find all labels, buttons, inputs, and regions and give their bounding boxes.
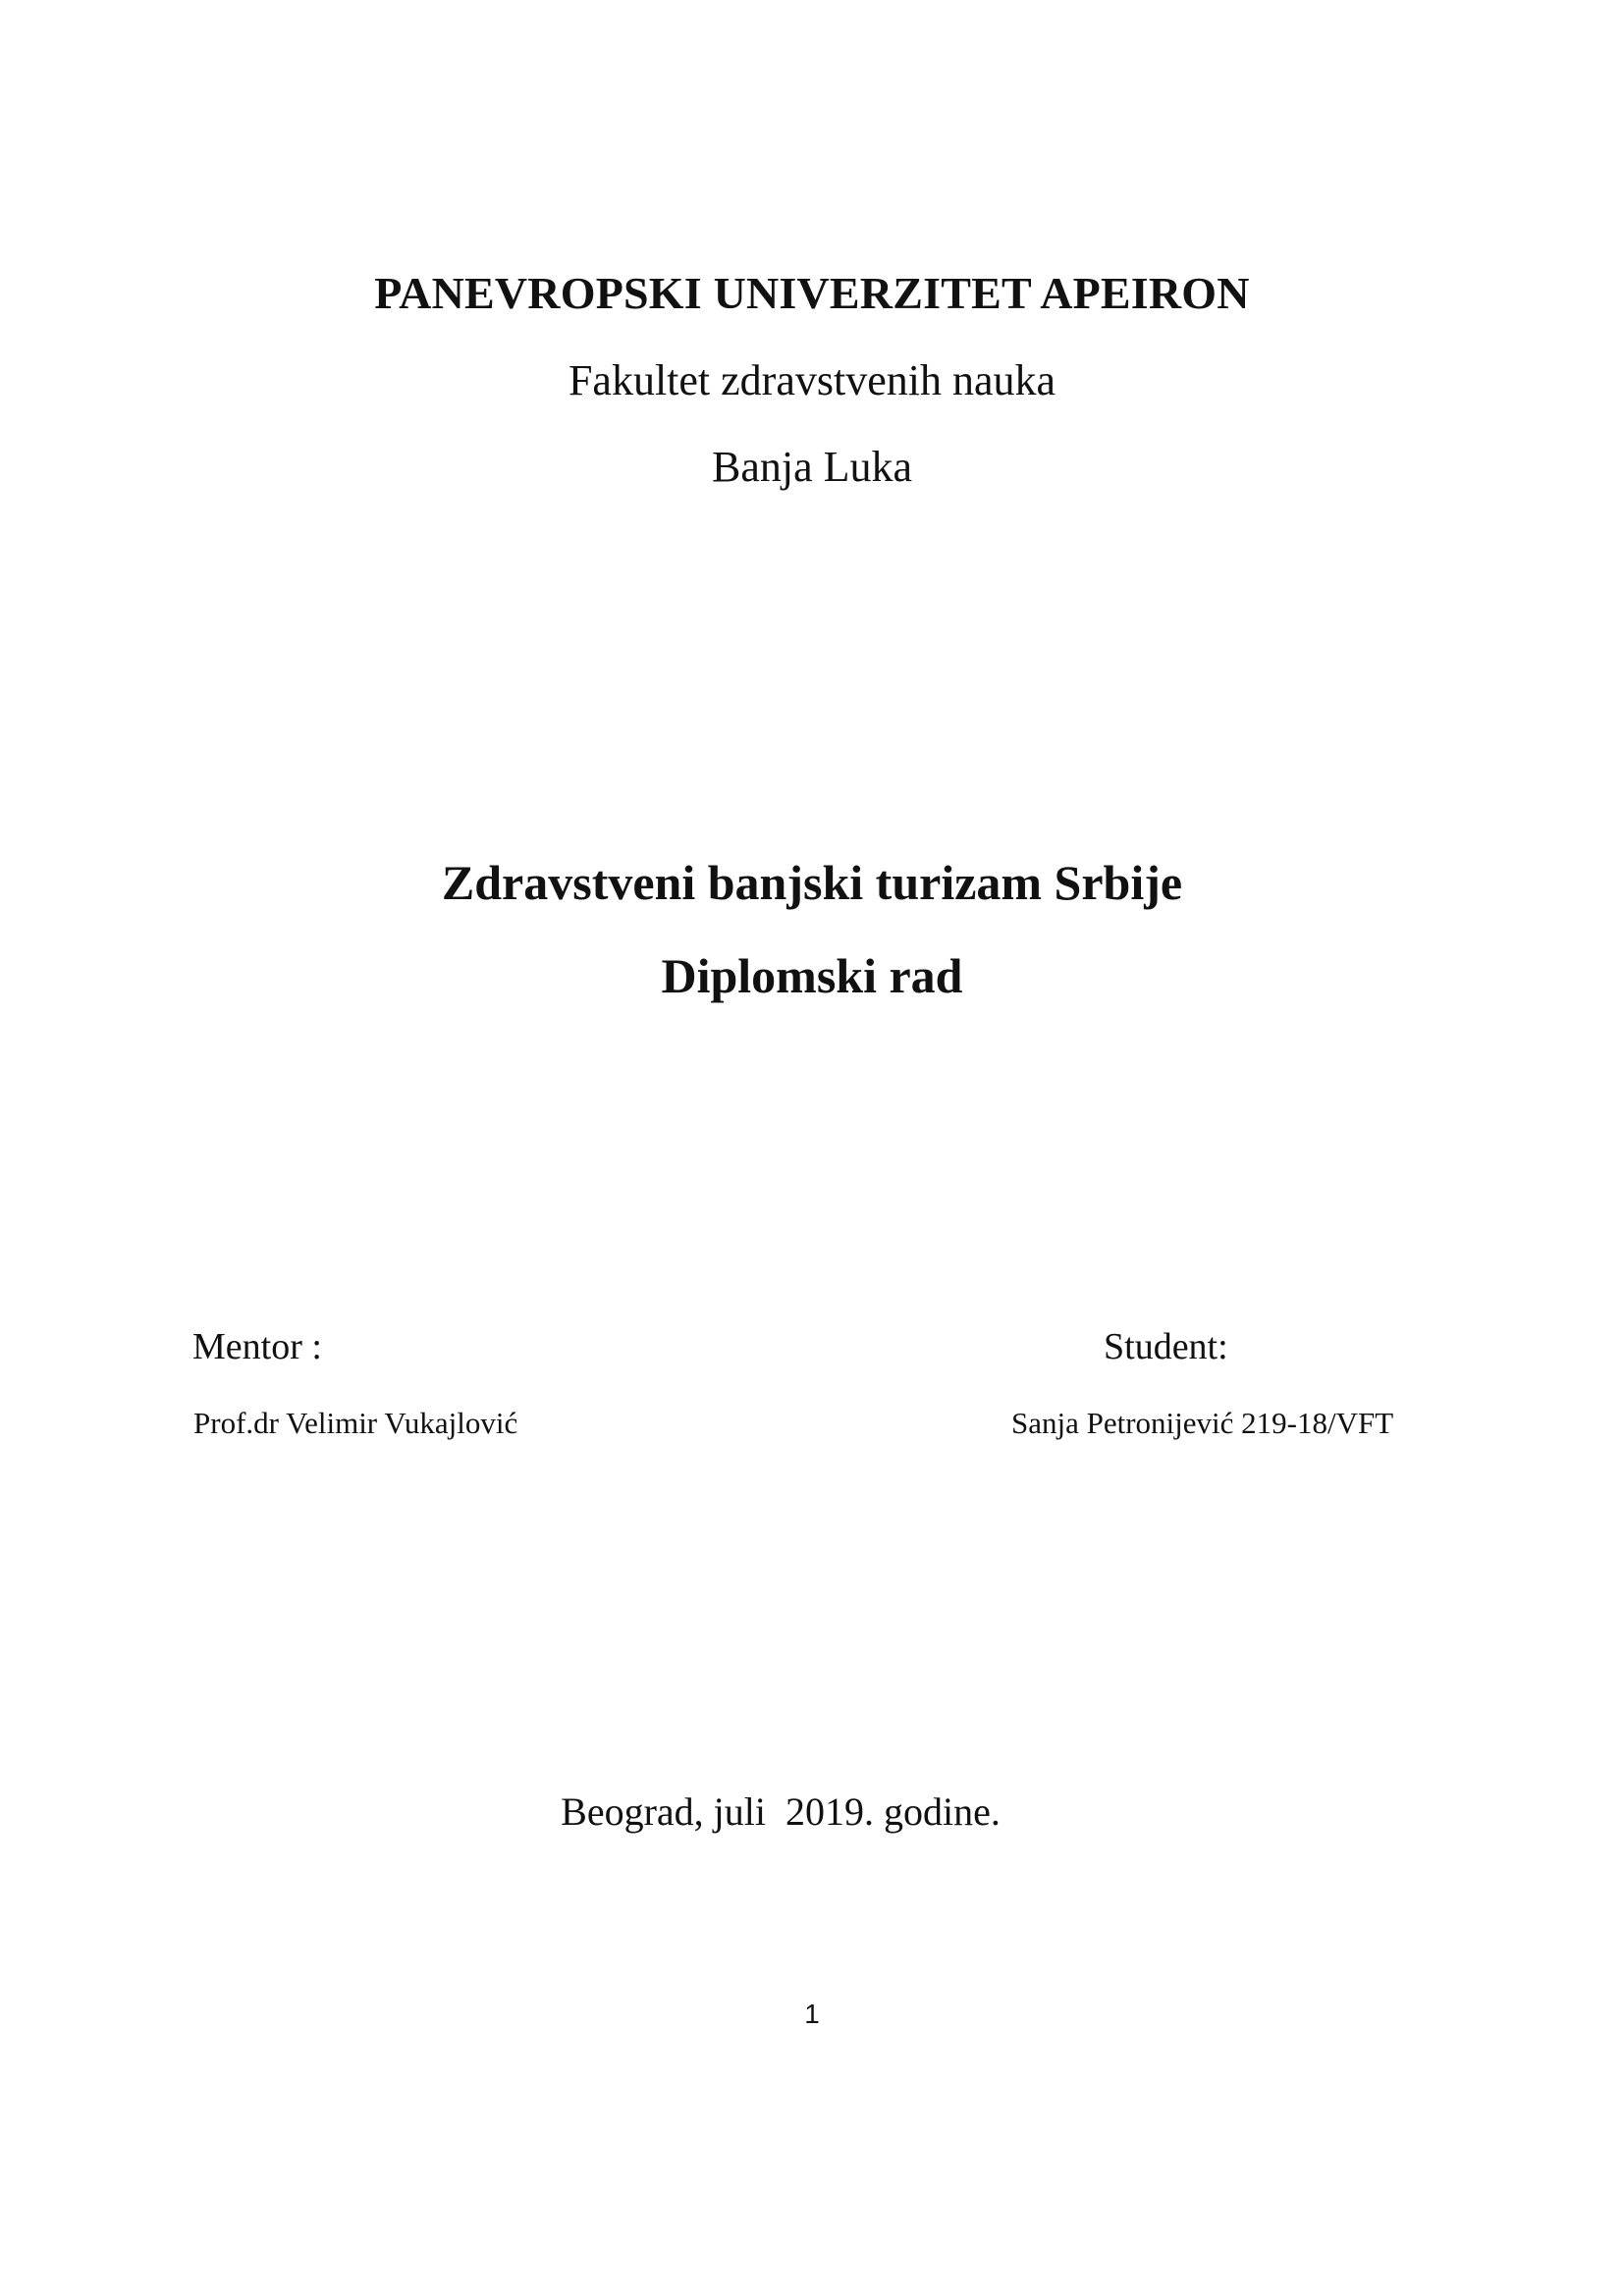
student-name: Sanja Petronijević 219-18/VFT (1011, 1406, 1394, 1440)
city-name: Banja Luka (711, 443, 913, 491)
mentor-label: Mentor : (192, 1326, 322, 1367)
university-name: PANEVROPSKI UNIVERZITET APEIRON (374, 268, 1250, 318)
thesis-type: Diplomski rad (661, 948, 963, 1003)
mentor-name: Prof.dr Velimir Vukajlović (193, 1406, 518, 1440)
thesis-title: Zdravstveni banjski turizam Srbije (441, 855, 1183, 910)
student-label: Student: (1104, 1326, 1228, 1367)
place-and-date: Beograd, juli 2019. godine. (561, 1789, 1001, 1834)
faculty-name: Fakultet zdravstvenih nauka (568, 356, 1056, 404)
page-number: 1 (804, 1999, 820, 2029)
